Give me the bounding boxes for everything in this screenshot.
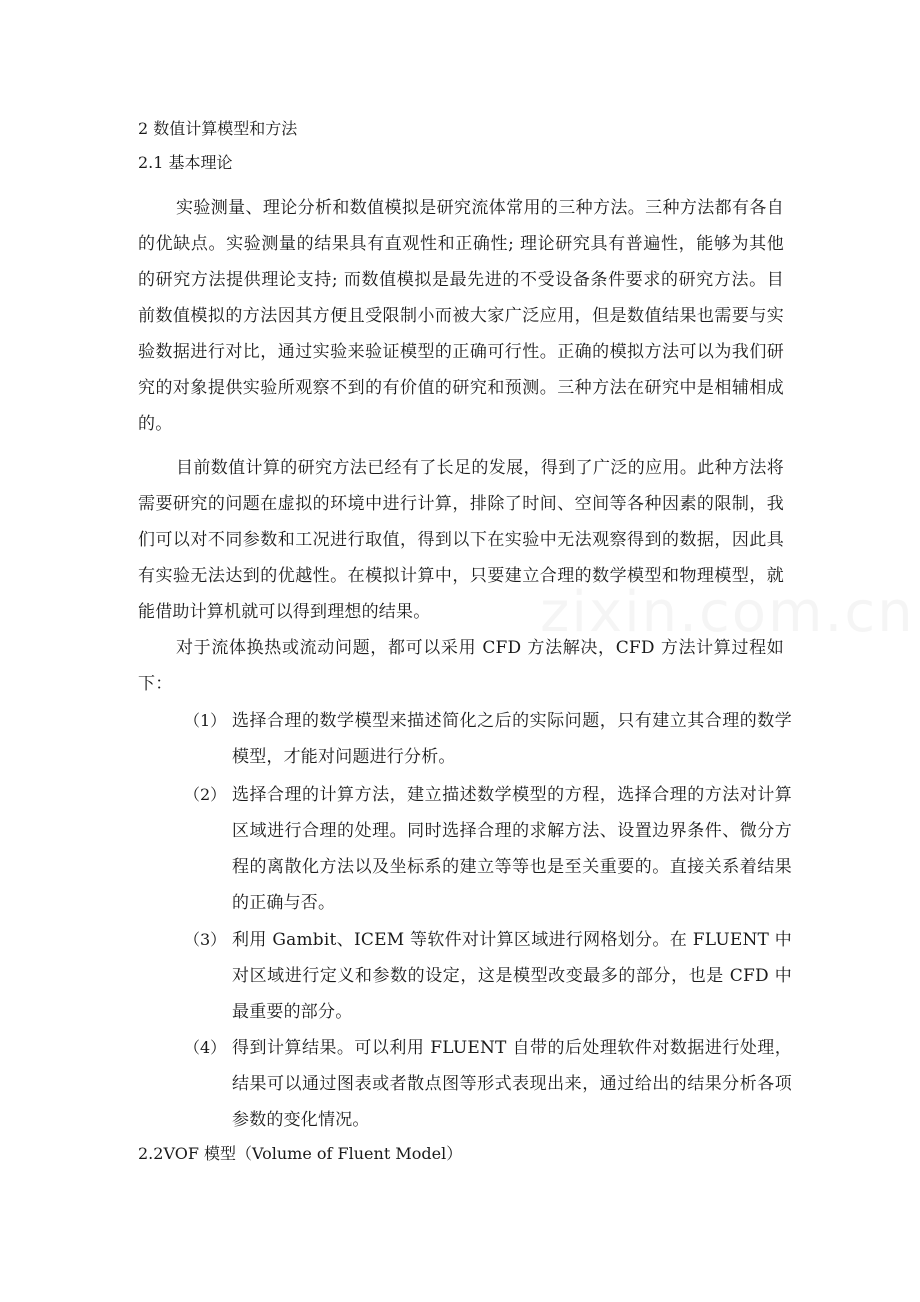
list-text: 利用 Gambit、ICEM 等软件对计算区域进行网格划分。在 FLUENT 中对区域进行定义和参数的设定，这是模型改变最多的部分，也是 CFD 中最重要的部分。 — [232, 930, 792, 1022]
list-number: （3） — [184, 930, 227, 949]
list-number: （1） — [184, 711, 227, 730]
paragraph: 对于流体换热或流动问题，都可以采用 CFD 方法解决，CFD 方法计算过程如下： — [138, 638, 784, 694]
list-number: （4） — [184, 1038, 227, 1057]
section-heading: 2 数值计算模型和方法 — [138, 119, 298, 138]
list-number: （2） — [184, 785, 227, 804]
list-text: 选择合理的计算方法，建立描述数学模型的方程，选择合理的方法对计算区域进行合理的处理。同时选择合理的求解方法、设置边界条件、微分方程的离散化方法以及坐标系的建立等等也是至关重要的。直接关系着结果的正确与否。 — [232, 785, 792, 913]
list-text: 选择合理的数学模型来描述简化之后的实际问题，只有建立其合理的数学模型，才能对问题进行分析。 — [232, 711, 792, 767]
subsection-heading: 2.1 基本理论 — [138, 153, 233, 172]
paragraph: 目前数值计算的研究方法已经有了长足的发展，得到了广泛的应用。此种方法将需要研究的问题在虚拟的环境中进行计算，排除了时间、空间等各种因素的限制，我们可以对不同参数和工况进行取值，得到以下在实验中无法观察得到的数据，因此具有实验无法达到的优越性。在模拟计算中，只要建立合理的数学模型和物理模型，就能借助计算机就可以得到理想的结果。 — [138, 458, 784, 622]
list-text: 得到计算结果。可以利用 FLUENT 自带的后处理软件对数据进行处理，结果可以通过图表或者散点图等形式表现出来，通过给出的结果分析各项参数的变化情况。 — [232, 1038, 792, 1130]
paragraph: 实验测量、理论分析和数值模拟是研究流体常用的三种方法。三种方法都有各自的优缺点。实验测量的结果具有直观性和正确性; 理论研究具有普遍性，能够为其他的研究方法提供理论支持; 而数值模拟是最先进的不受设备条件要求的研究方法。目前数值模拟的方法因其方便且受限制小而被大家广泛应用，但是数值结果也需要与实验数据进行对比，通过实验来验证模型的正确可行性。正确的模拟方法可以为我们研究的对象提供实验所观察不到的有价值的研究和预测。三种方法在研究中是相辅相成的。 — [138, 198, 784, 434]
subsection-heading: 2.2VOF 模型（Volume of Fluent Model） — [138, 1144, 463, 1163]
